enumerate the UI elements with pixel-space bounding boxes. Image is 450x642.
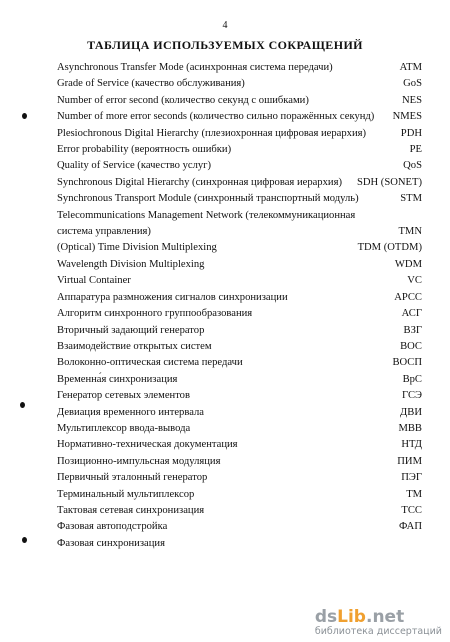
abbreviation-code: GoS [403,78,422,90]
abbreviation-code: МВВ [398,422,422,434]
abbreviation-code: АСГ [401,308,422,320]
abbreviation-row [57,421,422,437]
abbreviation-code: ATM [399,62,422,73]
abbreviation-code: ПЭГ [401,472,422,484]
abbreviation-code: TDM (OTDM) [357,242,422,254]
abbreviation-term: Synchronous Transport Module (синхронный транспортный модуль) [57,193,359,205]
abbreviation-row [57,76,422,92]
abbreviation-term: Девиация временного интервала [57,406,204,418]
abbreviation-term: Временна́я синхронизация [57,373,178,385]
abbreviation-row [57,175,422,191]
abbreviation-row [57,273,422,289]
abbreviation-term: Тактовая сетевая синхронизация [57,504,205,516]
abbreviation-row [57,323,422,339]
page-title: ТАБЛИЦА ИСПОЛЬЗУЕМЫХ СОКРАЩЕНИЙ [87,38,363,52]
watermark [315,608,442,637]
abbreviation-code: НТД [401,439,422,451]
abbreviation-row [57,191,422,207]
abbreviation-row [57,437,422,453]
abbreviation-code: ПИМ [397,455,422,467]
abbreviation-row [57,290,422,306]
abbreviation-row [57,158,422,174]
abbreviation-row [57,257,422,273]
abbreviation-code: ВОС [400,340,422,352]
margin-bullet-mark [22,537,27,543]
abbreviation-term: Фазовая синхронизация [57,537,165,549]
abbreviation-code: SDH (SONET) [356,176,422,188]
abbreviation-code: ВрС [402,373,422,385]
abbreviation-code: QoS [403,160,422,172]
abbreviation-term: Wavelength Division Multiplexing [57,258,205,270]
abbreviation-term: Аппаратура размножения сигналов синхронизации [57,291,288,303]
abbreviation-row [57,60,422,76]
abbreviation-row [57,454,422,470]
abbreviation-code: ВОСП [392,357,422,369]
abbreviation-code: ТСС [401,504,422,516]
abbreviation-term: Взаимодействие открытых систем [57,340,212,352]
margin-bullet-mark [22,113,27,119]
abbreviation-term: Asynchronous Transfer Mode (асинхронная система передачи) [57,62,333,73]
page-number: 4 [222,20,228,31]
abbreviation-code: ВЗГ [403,324,422,336]
abbreviation-term: Error probability (вероятность ошибки) [57,144,232,156]
abbreviation-row [57,109,422,125]
watermark-brand [315,608,442,626]
abbreviation-term: Нормативно-техническая документация [57,439,238,451]
watermark-brand-part: .net [365,607,405,627]
abbreviation-term: Synchronous Digital Hierarchy (синхронная цифровая иерархия) [57,176,342,188]
abbreviation-row [57,339,422,355]
abbreviation-code: NMES [392,111,422,123]
abbreviation-list [57,60,422,552]
watermark-brand-accent: Lib [337,607,366,627]
abbreviation-code: NES [401,94,422,106]
abbreviation-row [57,306,422,322]
abbreviation-term: Алгоритм синхронного группообразования [57,308,253,320]
abbreviation-code: WDM [394,258,422,270]
abbreviation-row [57,142,422,158]
abbreviation-term: Grade of Service (качество обслуживания) [57,78,245,90]
abbreviation-row [57,240,422,256]
abbreviation-code: АРСС [394,291,422,303]
watermark-subtitle: библиотека диссертаций [314,626,442,637]
abbreviation-term: Virtual Container [57,275,131,287]
abbreviation-row [57,487,422,503]
abbreviation-term: Терминальный мультиплексор [57,488,195,500]
abbreviation-code: ТМ [406,488,422,500]
abbreviation-term: Plesiochronous Digital Hierarchy (плезиохронная цифровая иерархия) [57,127,367,139]
abbreviation-row [57,503,422,519]
abbreviation-code: VC [407,275,422,287]
abbreviation-row [57,388,422,404]
abbreviation-row [57,93,422,109]
abbreviation-row [57,372,422,388]
abbreviation-term: Number of more error seconds (количество сильно поражённых секунд) [57,111,375,123]
abbreviation-code: PE [409,144,422,156]
abbreviation-row [57,208,422,241]
watermark-brand-part: ds [314,607,338,627]
abbreviation-row [57,355,422,371]
abbreviation-code: PDH [400,127,422,139]
abbreviation-term: Волоконно-оптическая система передачи [57,357,243,369]
abbreviation-term: Number of error second (количество секунд с ошибками) [57,94,309,106]
abbreviation-term: Quality of Service (качество услуг) [57,160,212,172]
abbreviation-term: Telecommunications Management Network (телекоммуникационная система управления) [57,209,356,238]
abbreviation-term: Первичный эталонный генератор [57,472,208,484]
abbreviation-code: ДВИ [400,406,422,418]
abbreviation-row [57,470,422,486]
abbreviation-code: TMN [398,226,422,238]
abbreviation-term: Фазовая автоподстройка [57,521,168,533]
abbreviation-row [57,519,422,535]
abbreviation-row [57,405,422,421]
abbreviation-code: STM [400,193,422,205]
abbreviation-code: ФАП [398,521,422,533]
abbreviation-row [57,536,422,552]
abbreviation-term: Мультиплексор ввода-вывода [57,422,191,434]
abbreviation-code: ГСЭ [401,390,422,402]
margin-bullet-mark [20,402,25,408]
abbreviation-term: Вторичный задающий генератор [57,324,205,336]
abbreviation-term: Генератор сетевых элементов [57,390,190,402]
abbreviation-term: (Optical) Time Division Multiplexing [57,242,217,254]
abbreviation-row [57,126,422,142]
abbreviation-term: Позиционно-импульсная модуляция [57,455,221,467]
